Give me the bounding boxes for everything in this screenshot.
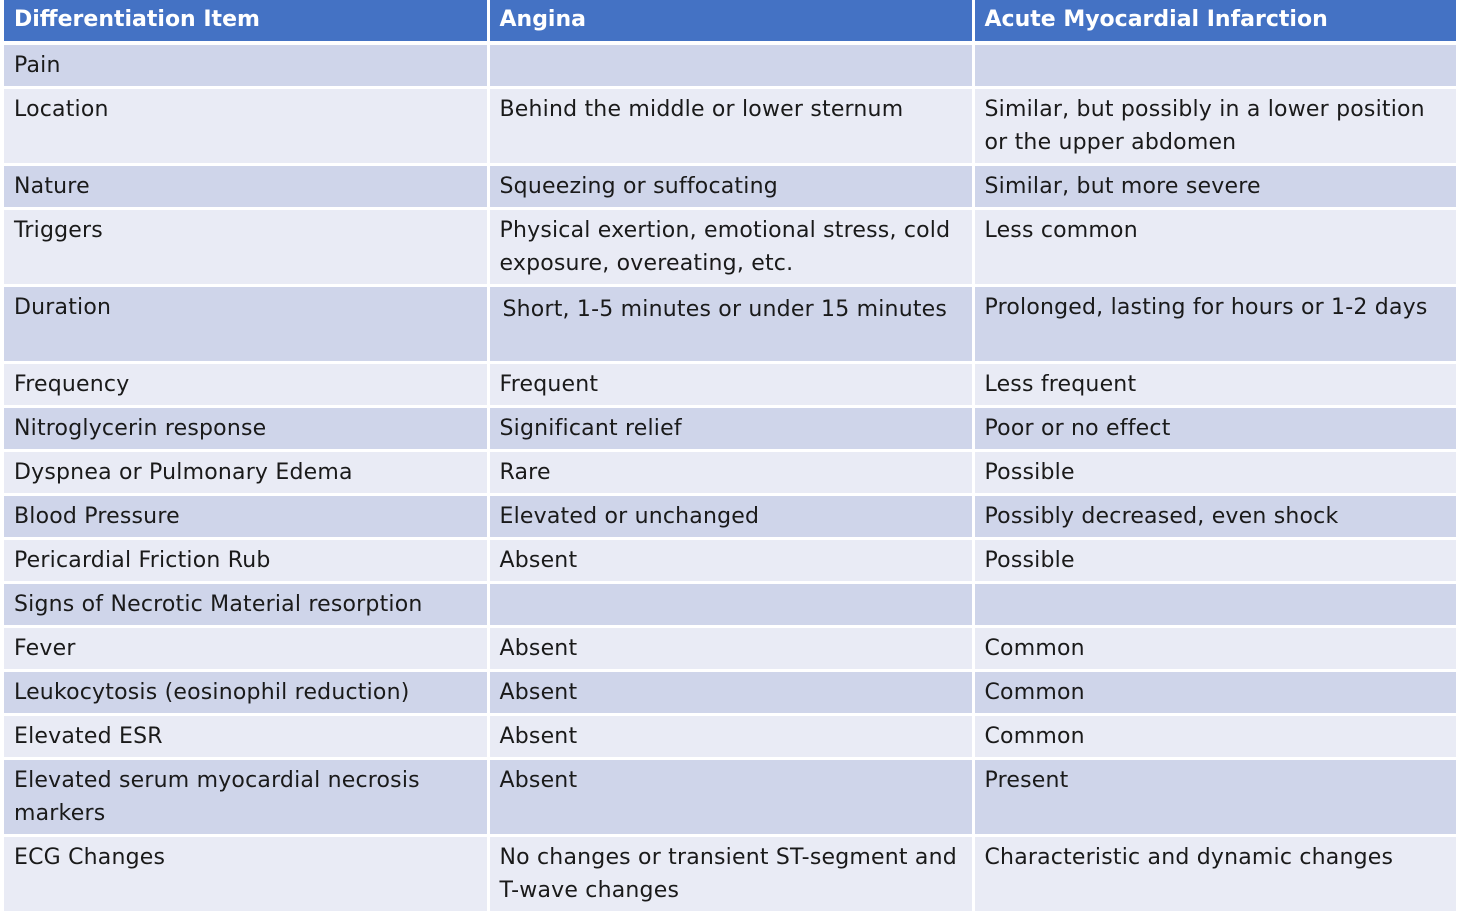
table-row — [4, 87, 1456, 164]
angina-cell — [488, 43, 973, 87]
row-label-dyspnea: Dyspnea or Pulmonary Edema — [4, 450, 488, 494]
ami-cell: Poor or no effect — [973, 406, 1456, 450]
angina-vs-ami-table — [4, 0, 1456, 914]
row-label-nitroglycerin-response: Nitroglycerin response — [4, 406, 488, 450]
angina-cell: Absent — [488, 758, 973, 835]
ami-cell: Common — [973, 626, 1456, 670]
ami-cell: Characteristic and dynamic changes — [973, 835, 1456, 912]
row-label-triggers: Triggers — [4, 208, 488, 285]
header-acute-myocardial-infarction: Acute Myocardial Infarction — [973, 0, 1456, 43]
ami-cell — [973, 582, 1456, 626]
table-row — [4, 758, 1456, 835]
table-row — [4, 285, 1456, 362]
angina-cell: Absent — [488, 538, 973, 582]
ami-cell: Similar, but more severe — [973, 164, 1456, 208]
table-row — [4, 450, 1456, 494]
ami-cell: Possible — [973, 450, 1456, 494]
table-row — [4, 538, 1456, 582]
ami-cell — [973, 43, 1456, 87]
table-row — [4, 362, 1456, 406]
table-row — [4, 714, 1456, 758]
row-label-blood-pressure: Blood Pressure — [4, 494, 488, 538]
angina-cell: No changes or transient ST-segment and T-wave changes — [488, 835, 973, 912]
table-row — [4, 670, 1456, 714]
angina-cell: Absent — [488, 626, 973, 670]
angina-cell — [488, 582, 973, 626]
angina-cell: Rare — [488, 450, 973, 494]
header-angina: Angina — [488, 0, 973, 43]
ami-cell: Possibly decreased, even shock — [973, 494, 1456, 538]
row-label-necrosis-markers: Elevated serum myocardial necrosis markers — [4, 758, 488, 835]
ami-cell: Present — [973, 758, 1456, 835]
comparison-table-container — [4, 0, 1456, 914]
row-label-frequency: Frequency — [4, 362, 488, 406]
table-row — [4, 43, 1456, 87]
angina-cell: Behind the middle or lower sternum — [488, 87, 973, 164]
ami-cell: Prolonged, lasting for hours or 1-2 days — [973, 285, 1456, 362]
table-row — [4, 626, 1456, 670]
angina-cell: Absent — [488, 714, 973, 758]
angina-cell: Physical exertion, emotional stress, cold exposure, overeating, etc. — [488, 208, 973, 285]
ami-cell: Similar, but possibly in a lower position or the upper abdomen — [973, 87, 1456, 164]
angina-cell: Short, 1-5 minutes or under 15 minutes — [488, 285, 973, 362]
row-label-duration: Duration — [4, 285, 488, 362]
row-label-necrotic-resorption: Signs of Necrotic Material resorption — [4, 582, 488, 626]
row-label-fever: Fever — [4, 626, 488, 670]
ami-cell: Common — [973, 670, 1456, 714]
table-row — [4, 582, 1456, 626]
angina-cell: Squeezing or suffocating — [488, 164, 973, 208]
table-header-row — [4, 0, 1456, 43]
angina-cell: Absent — [488, 670, 973, 714]
table-row — [4, 494, 1456, 538]
ami-cell: Possible — [973, 538, 1456, 582]
angina-cell: Elevated or unchanged — [488, 494, 973, 538]
ami-cell: Less frequent — [973, 362, 1456, 406]
row-label-nature: Nature — [4, 164, 488, 208]
row-label-elevated-esr: Elevated ESR — [4, 714, 488, 758]
row-label-ecg-changes: ECG Changes — [4, 835, 488, 912]
row-label-pericardial-friction-rub: Pericardial Friction Rub — [4, 538, 488, 582]
angina-cell: Significant relief — [488, 406, 973, 450]
table-row — [4, 208, 1456, 285]
ami-cell: Less common — [973, 208, 1456, 285]
table-row — [4, 164, 1456, 208]
header-differentiation-item: Differentiation Item — [4, 0, 488, 43]
table-row — [4, 406, 1456, 450]
table-row — [4, 835, 1456, 912]
row-label-location: Location — [4, 87, 488, 164]
angina-cell: Frequent — [488, 362, 973, 406]
row-label-leukocytosis: Leukocytosis (eosinophil reduction) — [4, 670, 488, 714]
ami-cell: Common — [973, 714, 1456, 758]
row-label-pain: Pain — [4, 43, 488, 87]
